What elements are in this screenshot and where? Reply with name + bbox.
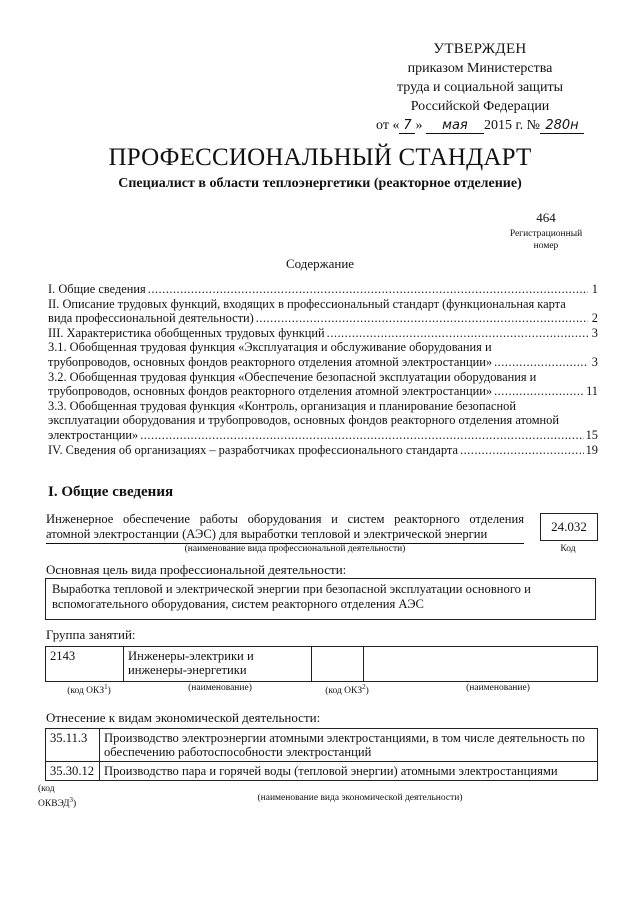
toc-title: Содержание xyxy=(285,256,355,271)
okved-caption-line-2: ОКВЭД xyxy=(38,799,70,810)
activity-name xyxy=(46,512,524,544)
toc-entry-text: трубопроводов, основных фондов реакторного отделения атомной электростанции» xyxy=(48,354,493,369)
okz-caption-text: (код ОКЗ xyxy=(67,686,105,697)
toc-entry-text: вида профессиональной деятельности) xyxy=(48,311,254,326)
date-prefix: от « xyxy=(376,118,400,133)
approval-month: мая xyxy=(426,119,484,134)
toc-entry-text: I. Общие сведения xyxy=(48,282,146,296)
goal-label: Основная цель вида профессиональной деятельности: xyxy=(46,562,347,577)
okz-code-caption-1: (код ОКЗ$^1$) xyxy=(67,683,111,697)
toc-entry[interactable] xyxy=(48,399,598,443)
toc-entry-text: трубопроводов, основных фондов реакторного отделения атомной электростанции» xyxy=(48,384,493,399)
date-mid: » xyxy=(415,118,423,133)
okved-code-caption: (код ОКВЭД$^3$) xyxy=(38,784,77,810)
okved-code: 35.11.3 xyxy=(46,729,100,761)
toc-entry-text-line: 3.3. Обобщенная трудовая функция «Контроль, организация и планирование безопасной xyxy=(48,398,516,413)
activity-caption: (наименование вида профессиональной деятельности) xyxy=(184,544,406,554)
okz-name-1: Инженеры-электрики и инженеры-энергетики xyxy=(124,647,312,681)
okved-table xyxy=(45,728,598,781)
toc-entry[interactable] xyxy=(48,370,598,399)
document-title: ПРОФЕССИОНАЛЬНЫЙ СТАНДАРТ xyxy=(108,144,532,171)
okved-code: 35.30.12 xyxy=(46,762,100,780)
approval-year: 2015 г. № xyxy=(483,118,540,133)
toc-entry[interactable] xyxy=(48,340,598,369)
toc-entry-text-line: 3.2. Обобщенная трудовая функция «Обеспечение безопасной эксплуатации оборудования и xyxy=(48,369,537,384)
toc-entry-text-line: 3.1. Обобщенная трудовая функция «Эксплуатация и обслуживание оборудования и xyxy=(48,340,492,355)
okz-name-caption-1: (наименование) xyxy=(188,683,252,693)
approval-block xyxy=(330,40,630,135)
registration-number-value: 464 xyxy=(536,210,556,225)
okved-name: Производство электроэнергии атомными электростанциями, в том числе деятельность по обеспечению работоспособности электростанций xyxy=(104,731,585,759)
activity-code-caption: Код xyxy=(560,544,576,554)
toc-entry-text: IV. Сведения об организациях – разработчиках профессионального стандарта xyxy=(48,442,458,457)
toc-entry-text-line: II. Описание трудовых функций, входящих в профессиональный стандарт (функциональная карта xyxy=(48,296,566,311)
toc-entry-page: 2 xyxy=(591,311,598,326)
okved-label: Отнесение к видам экономической деятельности: xyxy=(46,710,321,725)
registration-number-label xyxy=(498,228,594,252)
approval-title: УТВЕРЖДЕН xyxy=(433,41,527,57)
activity-code: 24.032 xyxy=(540,513,598,541)
table-row xyxy=(46,762,597,780)
toc-entry-text-line: эксплуатации оборудования и трубопроводов, основных фондов реакторного отделения атомной xyxy=(48,413,560,428)
toc-entry-page: 3 xyxy=(591,354,598,369)
toc-entry-page: 3 xyxy=(591,325,598,340)
toc-entry-text: III. Характеристика обобщенных трудовых функций xyxy=(48,325,325,340)
document-subtitle: Специалист в области теплоэнергетики (реакторное отделение) xyxy=(118,176,522,191)
toc-entry-page: 11 xyxy=(586,384,598,399)
okz-name-caption-2: (наименование) xyxy=(466,683,530,693)
toc-entry[interactable] xyxy=(48,282,598,297)
okz-caption-text: (код ОКЗ xyxy=(325,686,363,697)
footnote-ref: 3 xyxy=(69,796,73,804)
okved-name: Производство пара и горячей воды (тепловой энергии) атомными электростанциями xyxy=(104,764,558,778)
approval-line-2: труда и социальной защиты xyxy=(397,80,563,95)
okz-code-caption-2: (код ОКЗ$^2$) xyxy=(325,683,369,697)
registration-number xyxy=(500,210,592,226)
footnote-ref: 1 xyxy=(104,683,108,691)
approval-number: 280н xyxy=(540,119,584,134)
toc-entry-page: 19 xyxy=(585,442,598,457)
okz-name-2 xyxy=(364,647,595,681)
toc-entry[interactable] xyxy=(48,326,598,341)
section-heading: I. Общие сведения xyxy=(48,484,174,500)
okved-caption-line-1: (код xyxy=(38,784,55,794)
footnote-ref: 2 xyxy=(362,683,366,691)
approval-day: 7 xyxy=(399,119,415,134)
toc-entry-page: 1 xyxy=(591,282,598,296)
activity-name-text: Инженерное обеспечение работы оборудования и систем реакторного отделения атомной электростанции (АЭС) для выработки тепловой и электрической энергии xyxy=(46,512,524,544)
okved-name-caption: (наименование вида экономической деятельности) xyxy=(257,793,463,803)
approval-line-3: Российской Федерации xyxy=(410,99,550,114)
okz-code-2 xyxy=(312,647,364,681)
approval-line-1: приказом Министерства xyxy=(407,61,553,76)
reg-label-line-2: номер xyxy=(533,241,559,251)
approval-date-line xyxy=(330,116,630,135)
okz-code-1: 2143 xyxy=(46,647,124,681)
table-of-contents xyxy=(48,282,598,457)
toc-entry[interactable] xyxy=(48,443,598,458)
table-row xyxy=(46,729,597,762)
goal-box: Выработка тепловой и электрической энергии при безопасной эксплуатации основного и вспомогательного оборудования, систем реакторного отделения АЭС xyxy=(45,578,596,620)
group-label: Группа занятий: xyxy=(46,627,136,642)
occupation-group-table xyxy=(45,646,598,682)
toc-entry-text: электростанции» xyxy=(48,427,139,442)
toc-entry[interactable] xyxy=(48,297,598,326)
toc-entry-page: 15 xyxy=(585,427,598,442)
reg-label-line-1: Регистрационный xyxy=(509,229,583,239)
